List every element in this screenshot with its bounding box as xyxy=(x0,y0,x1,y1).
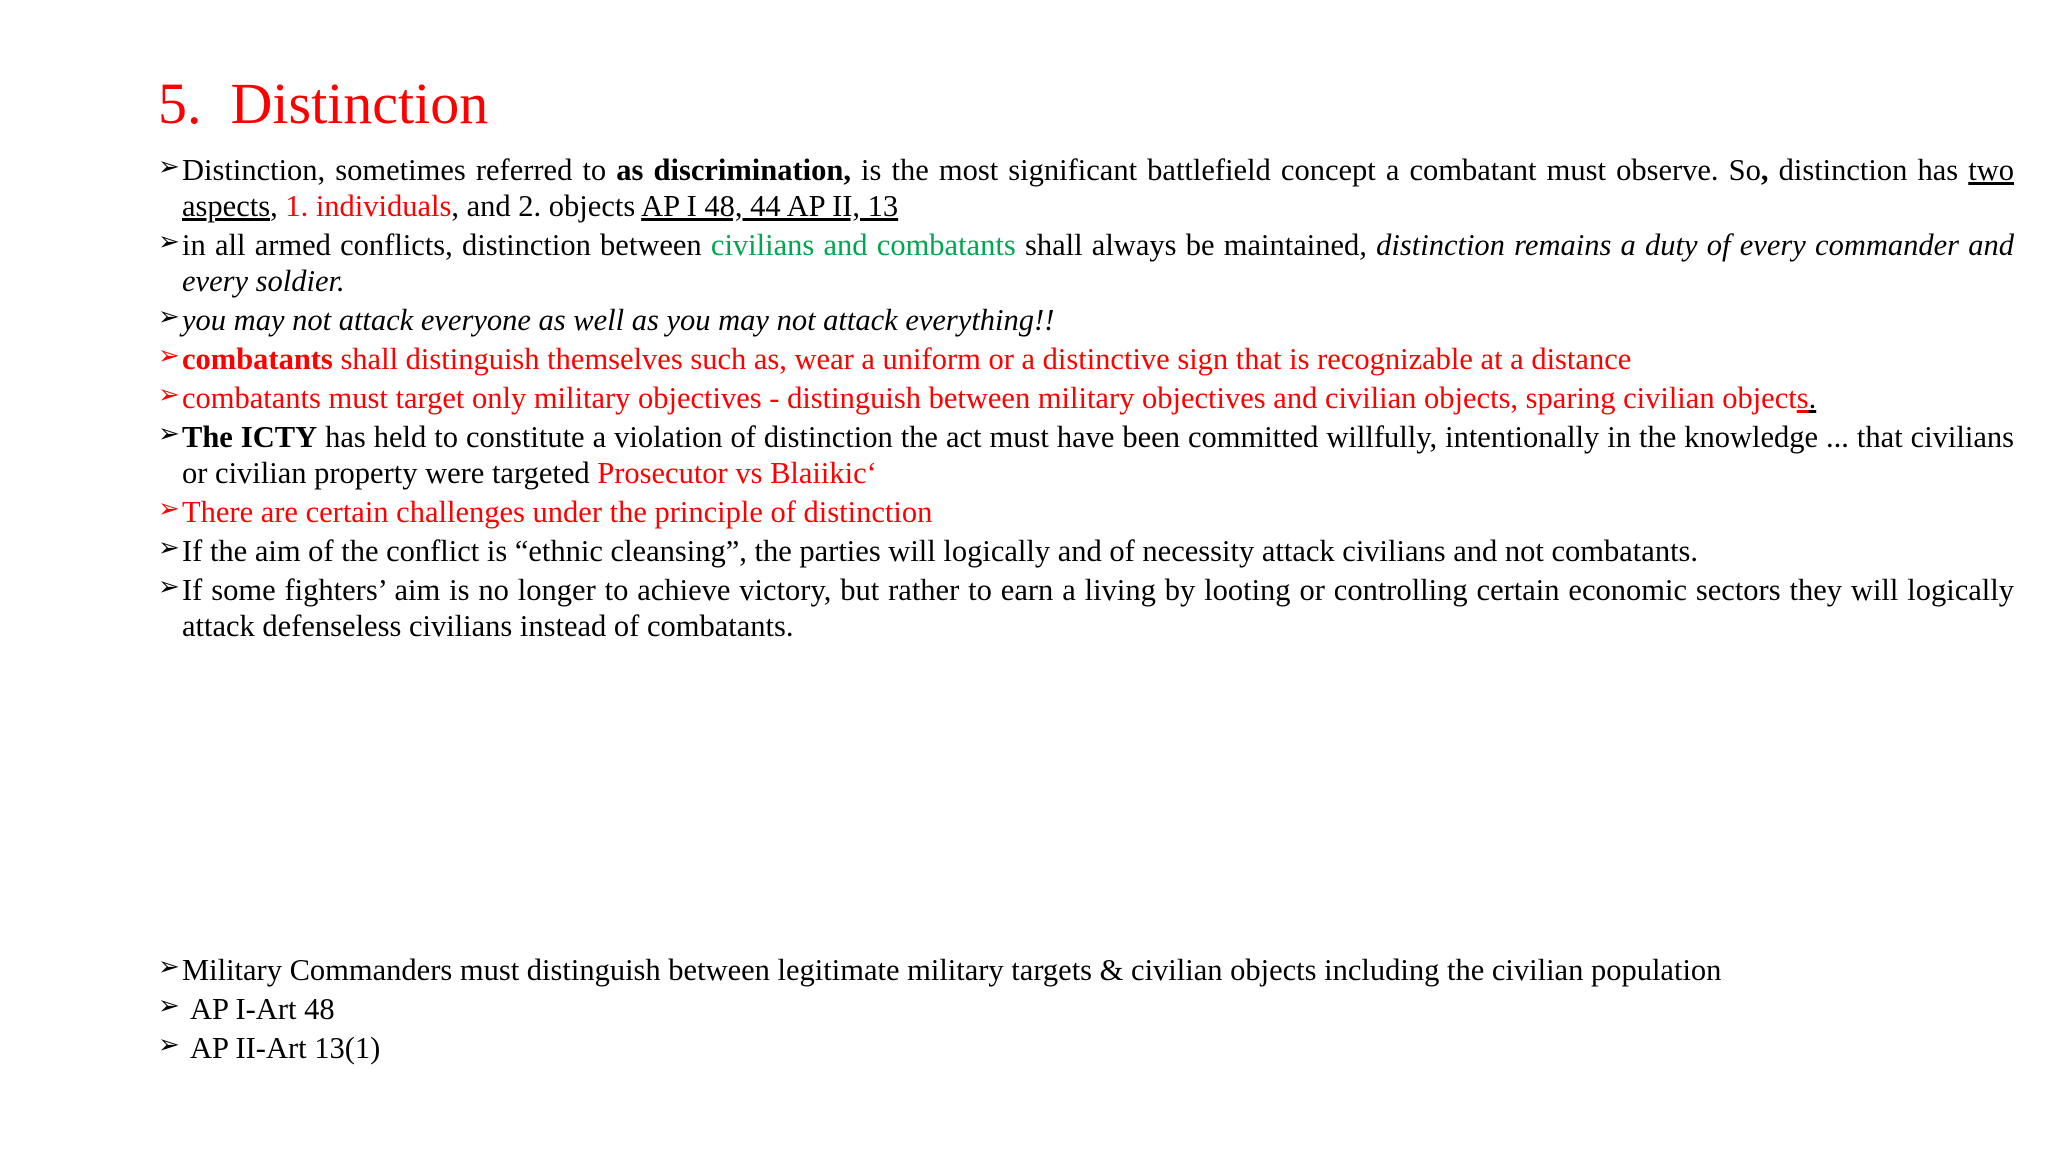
bullet-text-bold: The ICTY xyxy=(182,420,318,454)
bullet-text-red: 1. individuals xyxy=(285,189,452,223)
bullet-list-secondary xyxy=(158,952,2014,1069)
bullet-text-italic: you may not attack everyone as well as you may not attack everything!! xyxy=(182,303,1055,337)
bullet-item xyxy=(158,419,2014,491)
arrow-bullet-icon: ➢ xyxy=(158,152,180,182)
arrow-bullet-icon: ➢ xyxy=(158,533,180,563)
bullet-text-underlined: two aspects xyxy=(182,153,2015,223)
bullet-item xyxy=(158,494,2014,530)
bullet-text: has held to constitute a violation of distinction the act must have been committed willfully, intentionally in the knowledge ... that civilians or civilian property were targeted xyxy=(182,420,2014,490)
arrow-bullet-icon: ➢ xyxy=(158,380,180,410)
bullet-text-underlined: s xyxy=(1796,381,1809,415)
arrow-bullet-icon: ➢ xyxy=(158,1030,180,1060)
bullet-text-bold: as discrimination, xyxy=(616,153,851,187)
bullet-text-red: combatants must target only military objectives - distinguish between military objectives and civilian objects, sparing civilian object xyxy=(182,381,1797,415)
bullet-text-green: civilians and combatants xyxy=(710,228,1016,262)
bullet-text: Distinction, sometimes referred to xyxy=(182,153,617,187)
bullet-text: , xyxy=(270,189,286,223)
arrow-bullet-icon: ➢ xyxy=(158,494,180,524)
arrow-bullet-icon: ➢ xyxy=(158,952,180,982)
bullet-text-red: There are certain challenges under the principle of distinction xyxy=(182,495,933,529)
bullet-text: If some fighters’ aim is no longer to achieve victory, but rather to earn a living by looting or controlling certain economic sectors they will logically attack defenseless civilians instead of combatants. xyxy=(182,573,2014,643)
bullet-item xyxy=(158,302,2014,338)
arrow-bullet-icon: ➢ xyxy=(158,419,180,449)
bullet-item xyxy=(158,1030,2014,1067)
bullet-text: is the most significant battlefield concept a combatant must observe. So xyxy=(850,153,1761,187)
arrow-bullet-icon: ➢ xyxy=(158,341,180,371)
slide-title: 5. Distinction xyxy=(158,71,489,136)
bullet-text: in all armed conflicts, distinction between xyxy=(182,228,711,262)
case-reference: Prosecutor vs Blaiikic‘ xyxy=(597,456,877,490)
bullet-item xyxy=(158,341,2014,377)
bullet-text-bold: combatants xyxy=(182,342,333,376)
legal-reference: AP I-Art 48 xyxy=(190,992,335,1026)
bullet-text-italic: , distinction remains a duty of every commander and every soldier. xyxy=(182,228,2015,298)
legal-reference: AP II-Art 13(1) xyxy=(190,1031,381,1065)
bullet-text: shall always be maintained xyxy=(1015,228,1360,262)
bullet-text: distinction has xyxy=(1768,153,1969,187)
bullet-item xyxy=(158,227,2014,299)
bullet-item xyxy=(158,152,2014,224)
bullet-item xyxy=(158,380,2014,416)
bullet-list xyxy=(158,152,2014,647)
bullet-text: , and 2. objects xyxy=(451,189,642,223)
bullet-item xyxy=(158,991,2014,1028)
bullet-text: If the aim of the conflict is “ethnic cleansing”, the parties will logically and of necessity attack civilians and not combatants. xyxy=(182,534,1699,568)
arrow-bullet-icon: ➢ xyxy=(158,227,180,257)
bullet-text-bold: , xyxy=(1760,153,1769,187)
legal-reference: AP I 48, 44 AP II, 13 xyxy=(641,189,899,223)
bullet-text: Military Commanders must distinguish between legitimate military targets & civilian objects including the civilian population xyxy=(182,953,1722,987)
bullet-item xyxy=(158,533,2014,569)
arrow-bullet-icon: ➢ xyxy=(158,572,180,602)
bullet-text-underlined: . xyxy=(1808,381,1817,415)
bullet-text-red: shall distinguish themselves such as, wear a uniform or a distinctive sign that is recognizable at a distance xyxy=(332,342,1632,376)
arrow-bullet-icon: ➢ xyxy=(158,991,180,1021)
bullet-item xyxy=(158,952,2014,989)
bullet-item xyxy=(158,572,2014,644)
arrow-bullet-icon: ➢ xyxy=(158,302,180,332)
